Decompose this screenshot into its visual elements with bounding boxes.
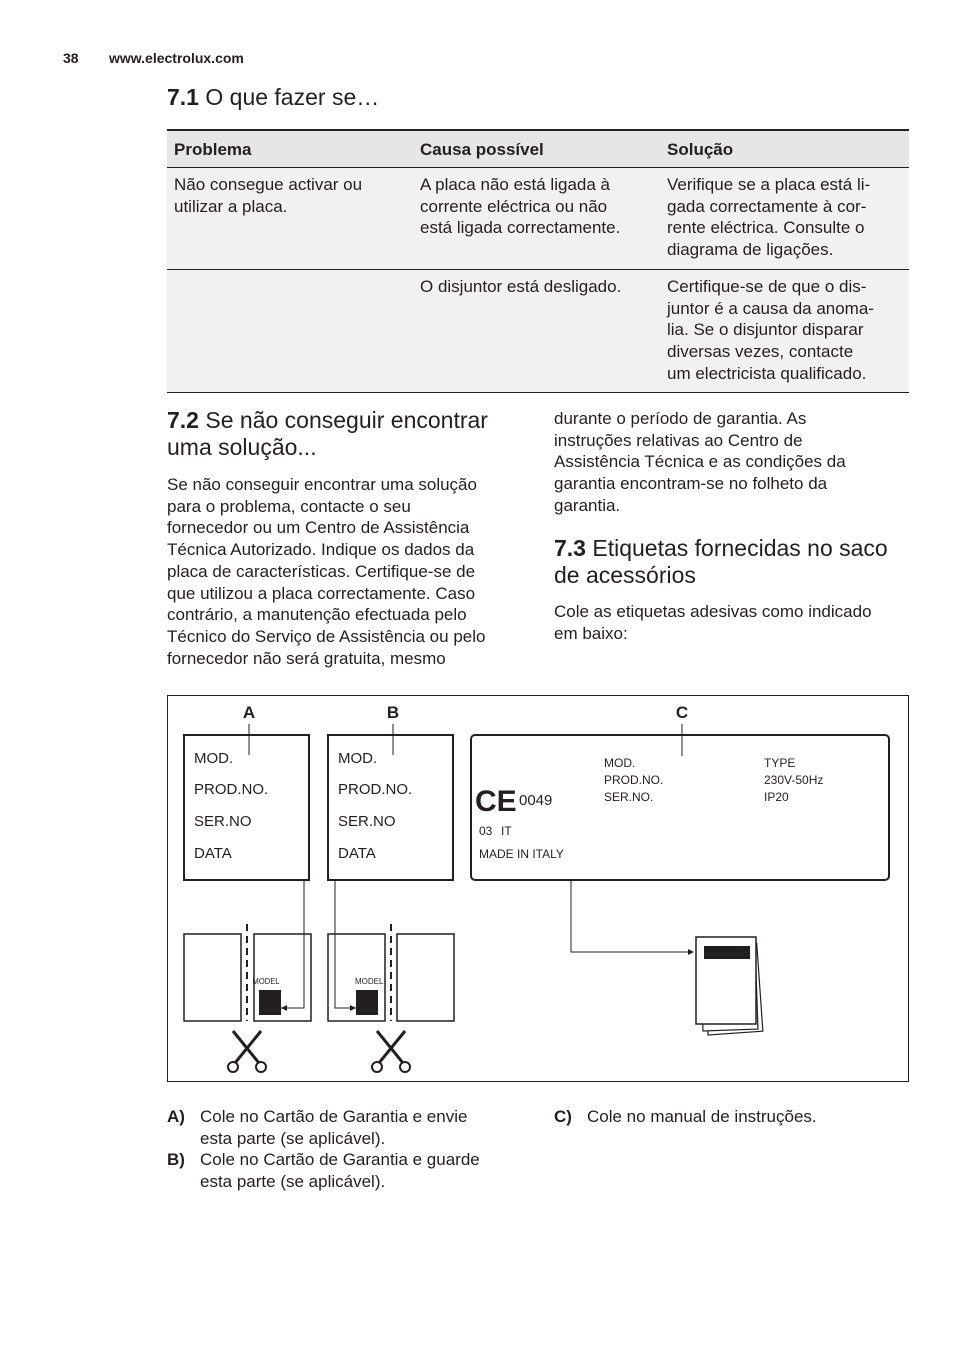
- letter-c: C: [675, 703, 689, 722]
- legend-c: [554, 1106, 914, 1130]
- field-mod: MOD.: [194, 750, 234, 767]
- body-line: durante o período de garantia. As: [554, 409, 807, 428]
- body-line: contrário, a manutenção efectuada pelo: [167, 605, 467, 625]
- body-line: Assistência Técnica e as condições da: [554, 452, 846, 472]
- body-line: fornecedor não será gratuita, mesmo: [167, 648, 446, 668]
- column-header: Causa possível: [413, 130, 660, 168]
- solution-cell: [660, 168, 909, 270]
- column-header: Solução: [660, 130, 909, 168]
- cell-line: rente eléctrica. Consulte o: [667, 218, 865, 238]
- cause-cell: [413, 168, 660, 270]
- model-text: MODEL: [355, 977, 384, 986]
- table-header-row: [167, 130, 909, 168]
- body-line: fornecedor ou um Centro de Assistência: [167, 518, 470, 538]
- field-prod-no: PROD.NO.: [194, 781, 269, 798]
- field-ip-rating: IP20: [764, 790, 789, 804]
- cell-line: diversas vezes, contacte: [667, 341, 854, 361]
- section-number: 7.2: [167, 407, 199, 433]
- cell-line: A placa não está ligada à: [420, 175, 610, 194]
- body-line: que utilizou a placa correctamente. Caso: [167, 583, 476, 603]
- legend-line: esta parte (se aplicável).: [200, 1171, 386, 1191]
- section-7-2-heading: [167, 407, 527, 461]
- section-title: Se não conseguir encontrar: [205, 407, 488, 433]
- ce-mark-icon: CE: [475, 785, 517, 818]
- table-row: [167, 269, 909, 393]
- legend-key: B): [167, 1150, 185, 1169]
- body-line: para o problema, contacte o seu: [167, 496, 411, 516]
- sticker-slot: [259, 990, 281, 1015]
- problem-cell: [167, 168, 413, 270]
- field-mod: MOD.: [604, 756, 636, 770]
- legend-b: [167, 1149, 527, 1193]
- field-mod: MOD.: [338, 750, 378, 767]
- section-title: O que fazer se…: [205, 84, 380, 110]
- problem-cell: [167, 269, 413, 393]
- field-voltage: 230V-50Hz: [764, 773, 824, 787]
- legend-a: [167, 1106, 527, 1150]
- page-number: 38: [63, 50, 79, 66]
- legend-line: Cole no Cartão de Garantia e guarde: [200, 1150, 480, 1169]
- section-7-2-body-right: [554, 408, 924, 517]
- legend-text: [587, 1106, 817, 1128]
- cell-line: lia. Se o disjuntor disparar: [667, 320, 864, 340]
- cell-line: juntor é a causa da anoma-: [667, 298, 874, 318]
- section-number: 7.1: [167, 84, 199, 110]
- model-text: MODEL: [252, 976, 280, 987]
- body-line: placa de características. Certifique-se de: [167, 561, 476, 581]
- legend-line: Cole no Cartão de Garantia e envie: [200, 1107, 468, 1126]
- letter-a: A: [242, 703, 256, 722]
- legend-key: A): [167, 1107, 185, 1126]
- ce-number: 0049: [519, 792, 553, 809]
- label-a: [184, 724, 309, 880]
- section-title: uma solução...: [167, 434, 317, 460]
- country-code: 03: [479, 824, 493, 838]
- letter-b: B: [386, 703, 400, 722]
- section-title: Etiquetas fornecidas no saco: [592, 535, 888, 561]
- body-line: em baixo:: [554, 623, 628, 643]
- section-7-2-body-left: [167, 474, 537, 669]
- legend-line: Cole no manual de instruções.: [587, 1107, 817, 1126]
- sticker-slot: [356, 990, 378, 1015]
- label-diagram: [167, 695, 909, 1082]
- troubleshooting-table: [167, 129, 909, 393]
- body-line: Técnico do Serviço de Assistência ou pelo: [167, 626, 486, 646]
- cell-line: gada correctamente à cor-: [667, 196, 867, 216]
- field-data: DATA: [194, 845, 232, 862]
- field-prod-no: PROD.NO.: [604, 773, 664, 787]
- website-url: www.electrolux.com: [109, 50, 244, 66]
- section-title: de acessórios: [554, 562, 696, 588]
- body-line: Técnica Autorizado. Indique os dados da: [167, 540, 475, 560]
- field-ser-no: SER.NO.: [604, 790, 654, 804]
- field-ser-no: SER.NO: [338, 813, 396, 830]
- field-prod-no: PROD.NO.: [338, 781, 413, 798]
- field-type: TYPE: [764, 756, 796, 770]
- legend-text: [200, 1149, 480, 1192]
- field-ser-no: SER.NO: [194, 813, 252, 830]
- solution-cell: [660, 269, 909, 393]
- body-line: Cole as etiquetas adesivas como indicado: [554, 602, 872, 621]
- label-c: [471, 724, 889, 880]
- cell-line: Certifique-se de que o dis-: [667, 276, 867, 296]
- cell-line: O disjuntor está desligado.: [420, 276, 622, 296]
- cell-line: Não consegue activar ou: [174, 175, 363, 194]
- table-row: [167, 168, 909, 270]
- label-b: [328, 724, 453, 880]
- legend-text: [200, 1106, 467, 1149]
- legend-key: C): [554, 1107, 572, 1126]
- column-header: Problema: [167, 130, 413, 168]
- body-line: garantia.: [554, 495, 621, 515]
- cell-line: utilizar a placa.: [174, 196, 288, 216]
- cell-line: corrente eléctrica ou não: [420, 196, 608, 216]
- body-line: garantia encontram-se no folheto da: [554, 474, 828, 494]
- made-in: MADE IN ITALY: [479, 847, 564, 861]
- body-line: Se não conseguir encontrar uma solução: [167, 475, 477, 494]
- section-7-3-heading: [554, 535, 924, 589]
- section-number: 7.3: [554, 535, 586, 561]
- legend-line: esta parte (se aplicável).: [200, 1128, 386, 1148]
- cell-line: Verifique se a placa está li-: [667, 175, 871, 194]
- cause-cell: [413, 269, 660, 393]
- cell-line: diagrama de ligações.: [667, 240, 834, 260]
- field-data: DATA: [338, 845, 376, 862]
- country: IT: [501, 824, 512, 838]
- body-line: instruções relativas ao Centro de: [554, 430, 803, 450]
- cell-line: está ligada correctamente.: [420, 218, 621, 238]
- section-7-3-body: [554, 601, 924, 644]
- cell-line: um electricista qualificado.: [667, 363, 867, 383]
- section-7-1-heading: [167, 84, 379, 111]
